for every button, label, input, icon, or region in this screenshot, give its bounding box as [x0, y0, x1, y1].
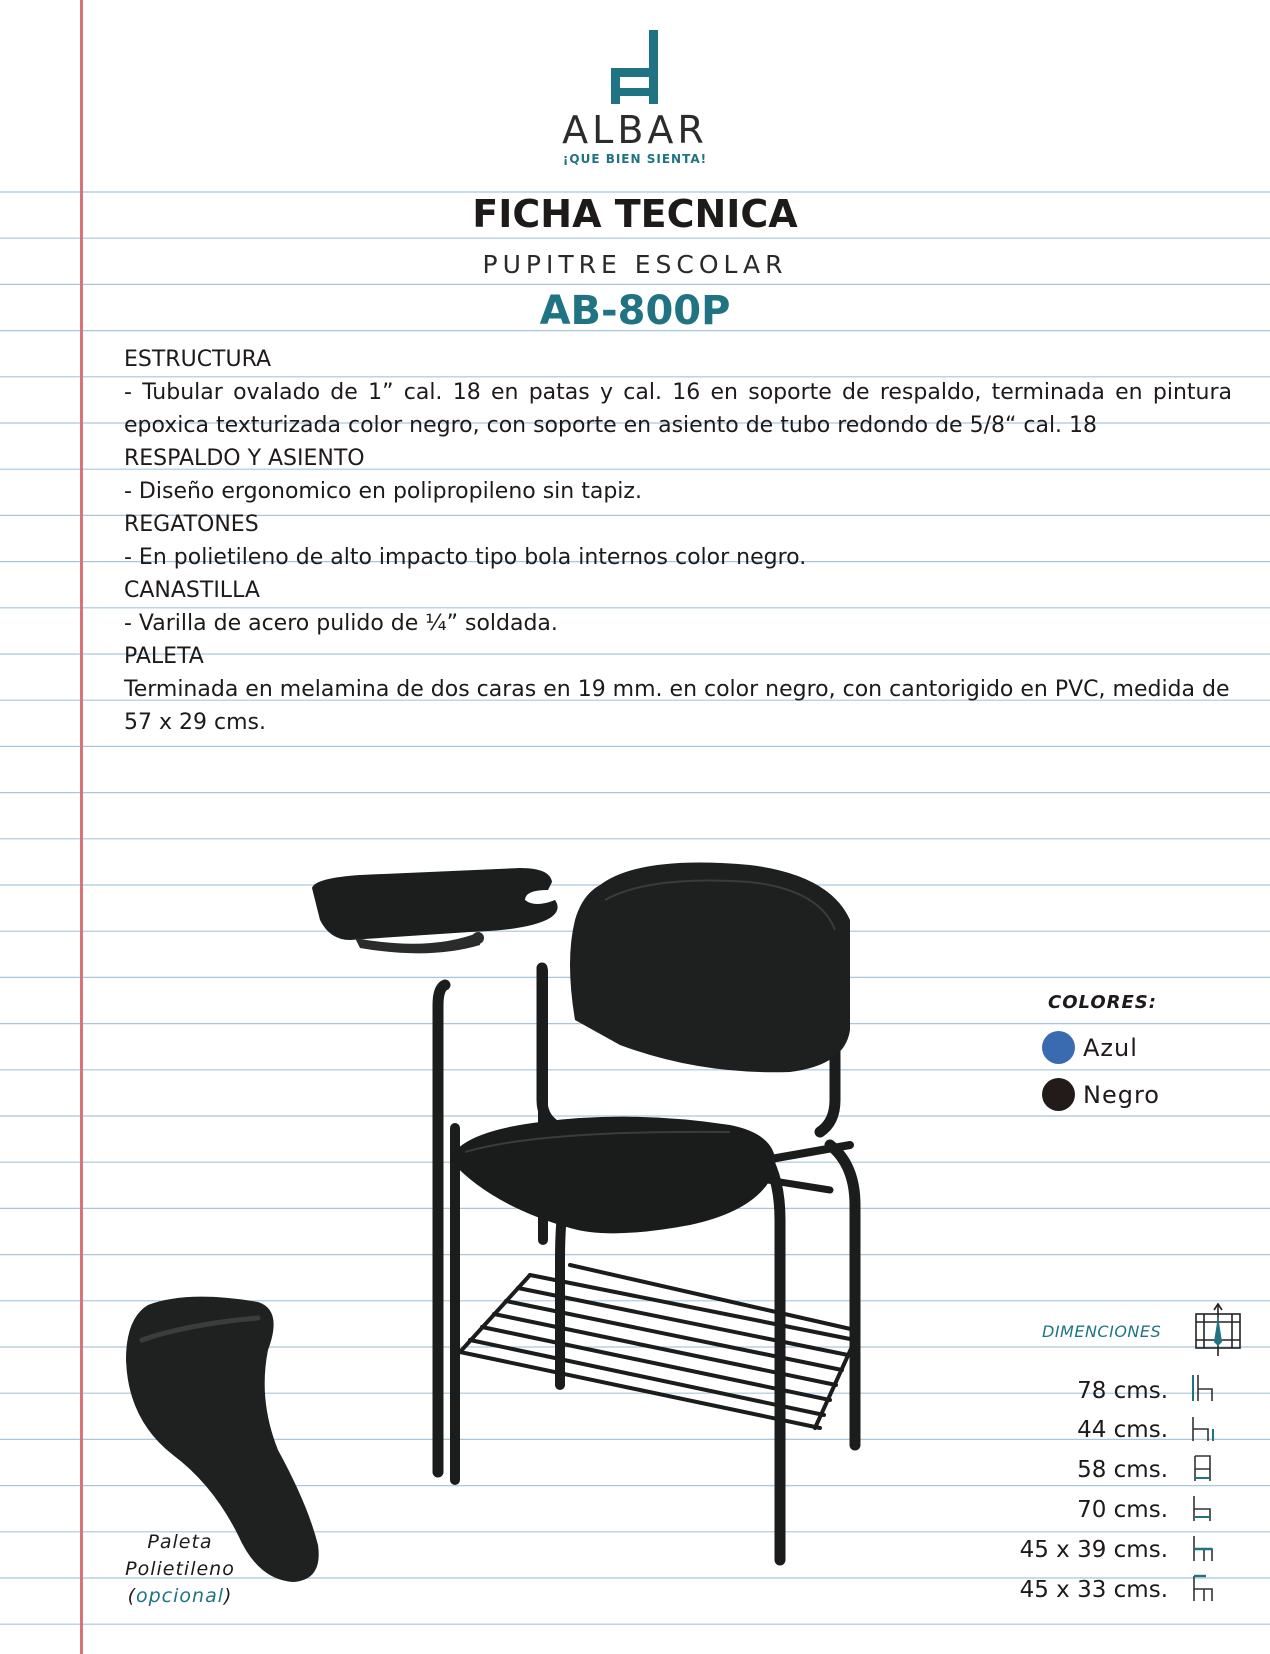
paleta-caption-line3: (opcional) — [127, 1585, 233, 1607]
dimension-total-height: 78 cms. — [1077, 1378, 1168, 1404]
spec-heading-regatones: REGATONES — [124, 512, 259, 537]
dimensions-title: DIMENCIONES — [1042, 1322, 1162, 1341]
page-title: FICHA TECNICA — [472, 192, 798, 236]
paleta-caption-line2: Polietileno — [125, 1558, 235, 1580]
spec-heading-estructura: ESTRUCTURA — [124, 347, 272, 372]
width-icon — [1190, 1453, 1216, 1483]
dimension-back-size: 45 x 33 cms. — [1019, 1577, 1168, 1603]
seat-size-icon — [1190, 1533, 1216, 1563]
color-swatch-azul — [1042, 1031, 1075, 1064]
model-code: AB-800P — [539, 288, 731, 334]
dimension-tablet-height: 70 cms. — [1077, 1497, 1168, 1523]
brand-logo — [560, 30, 710, 166]
seat-height-icon — [1190, 1413, 1216, 1443]
spec-text-regatones: - En polietileno de alto impacto tipo bola internos color negro. — [124, 545, 807, 570]
spec-text-canastilla: - Varilla de acero pulido de ¼” soldada. — [124, 611, 558, 636]
spec-list — [124, 343, 1232, 739]
dimension-width: 58 cms. — [1077, 1457, 1168, 1483]
brand-slogan: ¡QUE BIEN SIENTA! — [562, 152, 708, 166]
total-height-icon — [1190, 1373, 1216, 1403]
page-subtitle: PUPITRE ESCOLAR — [482, 250, 788, 279]
spec-text-respaldo: - Diseño ergonomico en polipropileno sin tapiz. — [124, 479, 642, 504]
dimension-seat-height: 44 cms. — [1077, 1417, 1168, 1443]
spec-heading-canastilla: CANASTILLA — [124, 578, 260, 603]
paleta-caption — [110, 1529, 250, 1610]
ruler-measure-icon — [1190, 1302, 1246, 1358]
paleta-caption-line1: Paleta — [147, 1531, 213, 1553]
albar-chair-logo-icon — [607, 30, 663, 104]
school-desk-chair-image — [310, 860, 910, 1580]
colors-title: COLORES: — [1048, 992, 1157, 1013]
color-option-negro — [1042, 1078, 1160, 1111]
color-name-negro: Negro — [1083, 1080, 1160, 1109]
paleta-optional-label: opcional — [136, 1585, 224, 1607]
spec-text-paleta: Terminada en melamina de dos caras en 19 mm. en color negro, con cantorigido en PVC, medida de 57 x 29 cms. — [124, 677, 1230, 735]
spec-heading-paleta: PALETA — [124, 644, 204, 669]
spec-heading-respaldo: RESPALDO Y ASIENTO — [124, 446, 365, 471]
spec-text-estructura: - Tubular ovalado de 1” cal. 18 en patas y cal. 16 en soporte de respaldo, terminada en pintura epoxica texturizada color negro, con soporte en asiento de tubo redondo de 5/8“ cal. 18 — [124, 380, 1232, 438]
color-option-azul — [1042, 1031, 1138, 1064]
color-name-azul: Azul — [1083, 1033, 1138, 1062]
dimension-seat-size: 45 x 39 cms. — [1019, 1537, 1168, 1563]
brand-name: ALBAR — [562, 108, 708, 152]
color-swatch-negro — [1042, 1078, 1075, 1111]
back-size-icon — [1190, 1573, 1216, 1603]
tablet-height-icon — [1190, 1493, 1216, 1523]
